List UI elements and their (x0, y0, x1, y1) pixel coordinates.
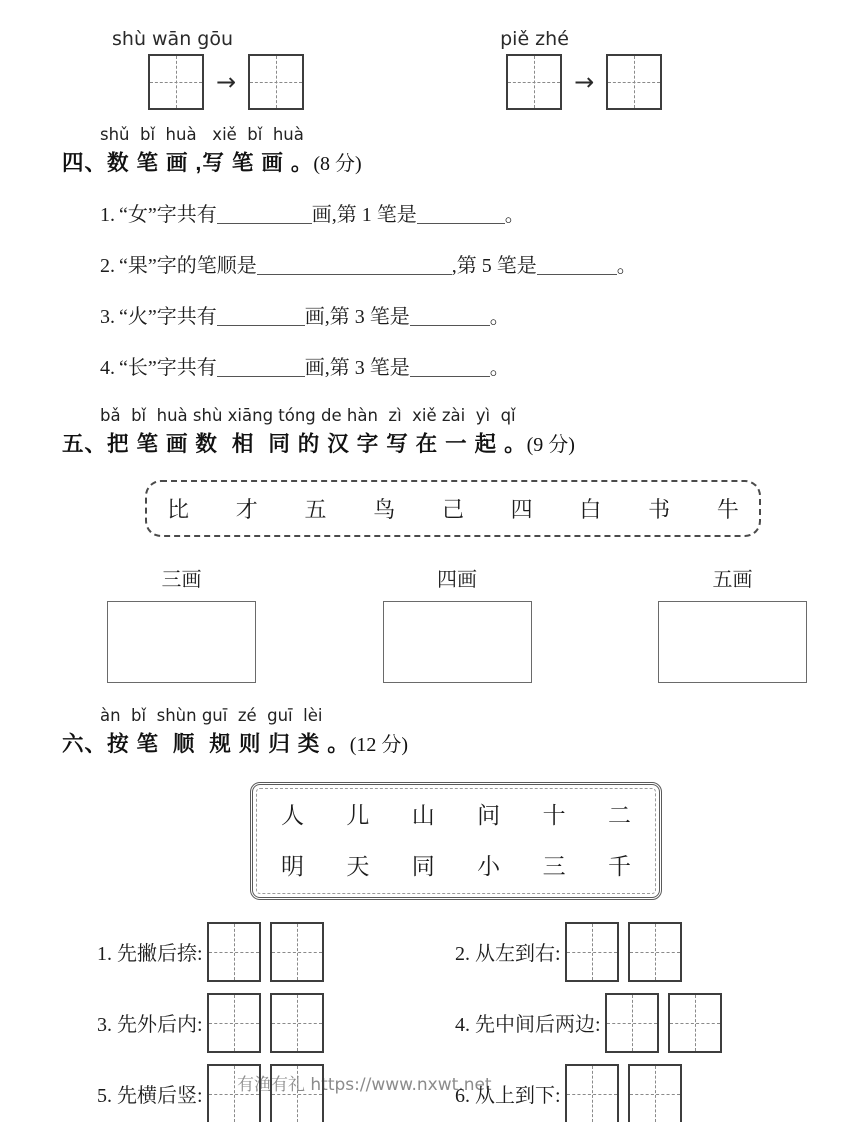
pool-row (281, 797, 631, 830)
rule-item-3 (97, 993, 455, 1053)
question-row (100, 203, 841, 228)
pool-character: 鸟 (373, 496, 396, 522)
question-text: ,第 5 笔是 (451, 254, 537, 277)
stroke-pinyin-label: piě zhé (500, 28, 569, 50)
pool-character: 人 (281, 802, 304, 828)
category-label: 五画 (712, 568, 753, 591)
tianzige-box[interactable] (207, 1064, 261, 1122)
pool-character: 白 (579, 496, 602, 522)
stroke-pinyin-label: shù wān gōu (112, 28, 234, 50)
pool-row (281, 848, 631, 881)
rule-answer-boxes (565, 1064, 682, 1122)
question-number: 2. (100, 254, 115, 277)
tianzige-box[interactable] (628, 1064, 682, 1122)
section-6 (0, 707, 841, 1122)
pool-character: 四 (510, 496, 533, 522)
pool-character: 己 (441, 496, 464, 522)
stroke-order-items (97, 922, 809, 1122)
answer-blank[interactable] (417, 203, 505, 224)
tianzige-box[interactable] (605, 993, 659, 1053)
rule-item-5 (97, 1064, 455, 1122)
rule-answer-boxes (207, 922, 324, 982)
rule-answer-boxes (207, 1064, 324, 1122)
pool-character: 天 (346, 853, 370, 879)
section-4-questions (100, 203, 841, 381)
rule-answer-boxes (605, 993, 722, 1053)
question-text: “果”字的笔顺是 (119, 254, 257, 277)
answer-blank[interactable] (257, 254, 452, 275)
stroke-demo-boxes (506, 54, 662, 110)
rule-answer-boxes (207, 993, 324, 1053)
question-number: 1. (100, 203, 115, 226)
stroke-demo-boxes (148, 54, 304, 110)
character-pool-box (145, 480, 761, 537)
pool-character: 同 (411, 853, 435, 879)
tianzige-box[interactable] (668, 993, 722, 1053)
pool-character: 才 (235, 496, 258, 522)
rule-item-2 (455, 922, 809, 982)
answer-blank[interactable] (217, 305, 305, 326)
pool-character: 山 (411, 802, 435, 828)
category-label: 四画 (437, 568, 477, 591)
section-5 (0, 407, 841, 683)
rule-item-label: 5. 先横后竖: (97, 1085, 203, 1108)
rule-item-label: 3. 先外后内: (97, 1014, 203, 1037)
rule-item-4 (455, 993, 809, 1053)
tianzige-box[interactable] (207, 922, 261, 982)
question-text: 。 (489, 356, 510, 379)
question-number: 4. (100, 356, 115, 379)
question-row (100, 356, 841, 381)
rule-item-label: 4. 先中间后两边: (455, 1014, 601, 1037)
section-6-score: (12 分) (349, 733, 409, 756)
section-4-title (62, 146, 841, 177)
tianzige-box[interactable] (248, 54, 304, 110)
section-6-title-text: 六、按 笔 顺 规 则 归 类 。 (62, 731, 350, 756)
tianzige-box[interactable] (565, 1064, 619, 1122)
section-5-score: (9 分) (526, 433, 575, 456)
stroke-demo-shuwangou (112, 28, 304, 110)
question-text: “女”字共有 (119, 203, 217, 226)
pool-character: 二 (607, 802, 631, 828)
stroke-demo-piezhe (500, 28, 662, 110)
question-row (100, 254, 841, 279)
answer-blank[interactable] (410, 305, 490, 326)
pool-character: 十 (542, 802, 566, 828)
tianzige-box[interactable] (628, 922, 682, 982)
watermark: 有渔有礼 https://www.nxwt.net (237, 1075, 492, 1095)
answer-blank[interactable] (410, 356, 490, 377)
section-5-pinyin: bǎ bǐ huà shù xiāng tóng de hàn zì xiě zài yì qǐ (100, 405, 516, 425)
category-answer-box[interactable] (658, 601, 807, 683)
pool-character: 三 (542, 853, 566, 879)
answer-blank[interactable] (217, 203, 312, 224)
answer-blank[interactable] (217, 356, 305, 377)
section-5-title (62, 427, 841, 458)
category-four-strokes (383, 563, 532, 683)
tianzige-box[interactable] (565, 922, 619, 982)
pool-character: 牛 (716, 496, 739, 522)
category-three-strokes (107, 563, 256, 683)
pool-character: 明 (281, 853, 304, 879)
section-6-pinyin: àn bǐ shùn guī zé guī lèi (100, 705, 323, 725)
rule-item-label: 2. 从左到右: (455, 943, 561, 966)
category-answer-box[interactable] (107, 601, 256, 683)
answer-blank[interactable] (537, 254, 617, 275)
section-4-score: (8 分) (313, 152, 362, 175)
question-row (100, 305, 841, 330)
character-pool-box-2 (250, 782, 662, 900)
pool-character: 千 (607, 853, 631, 879)
question-text: 。 (489, 305, 510, 328)
rule-item-label: 6. 从上到下: (455, 1085, 561, 1108)
tianzige-box[interactable] (148, 54, 204, 110)
question-text: 。 (616, 254, 637, 277)
pool-character: 五 (304, 496, 327, 522)
question-text: “长”字共有 (119, 356, 217, 379)
pool-character: 比 (167, 496, 190, 522)
rule-item-1 (97, 922, 455, 982)
tianzige-box[interactable] (270, 993, 324, 1053)
rule-item-6 (455, 1064, 809, 1122)
arrow-icon: → (574, 68, 595, 96)
question-number: 3. (100, 305, 115, 328)
pool-character: 小 (477, 853, 501, 879)
question-text: 画,第 1 笔是 (311, 203, 417, 226)
tianzige-box[interactable] (207, 993, 261, 1053)
section-6-title (62, 727, 841, 758)
pool-character: 书 (648, 496, 671, 522)
tianzige-box[interactable] (270, 922, 324, 982)
question-text: 。 (504, 203, 525, 226)
category-answer-box[interactable] (383, 601, 532, 683)
stroke-demo-row (0, 28, 841, 110)
question-text: 画,第 3 笔是 (304, 356, 410, 379)
arrow-icon: → (216, 68, 237, 96)
stroke-count-categories (107, 563, 807, 683)
tianzige-box[interactable] (506, 54, 562, 110)
section-4-title-text: 四、数 笔 画 ,写 笔 画 。 (62, 150, 314, 175)
question-text: “火”字共有 (119, 305, 217, 328)
pool-character: 儿 (346, 802, 370, 828)
section-5-title-text: 五、把 笔 画 数 相 同 的 汉 字 写 在 一 起 。 (62, 431, 527, 456)
rule-item-label: 1. 先撇后捺: (97, 943, 203, 966)
section-4 (0, 126, 841, 381)
question-text: 画,第 3 笔是 (304, 305, 410, 328)
section-4-pinyin: shǔ bǐ huà xiě bǐ huà (100, 125, 304, 144)
category-five-strokes (658, 563, 807, 683)
tianzige-box[interactable] (606, 54, 662, 110)
rule-answer-boxes (565, 922, 682, 982)
category-label: 三画 (161, 568, 202, 591)
pool-character: 问 (477, 802, 501, 828)
tianzige-box[interactable] (270, 1064, 324, 1122)
